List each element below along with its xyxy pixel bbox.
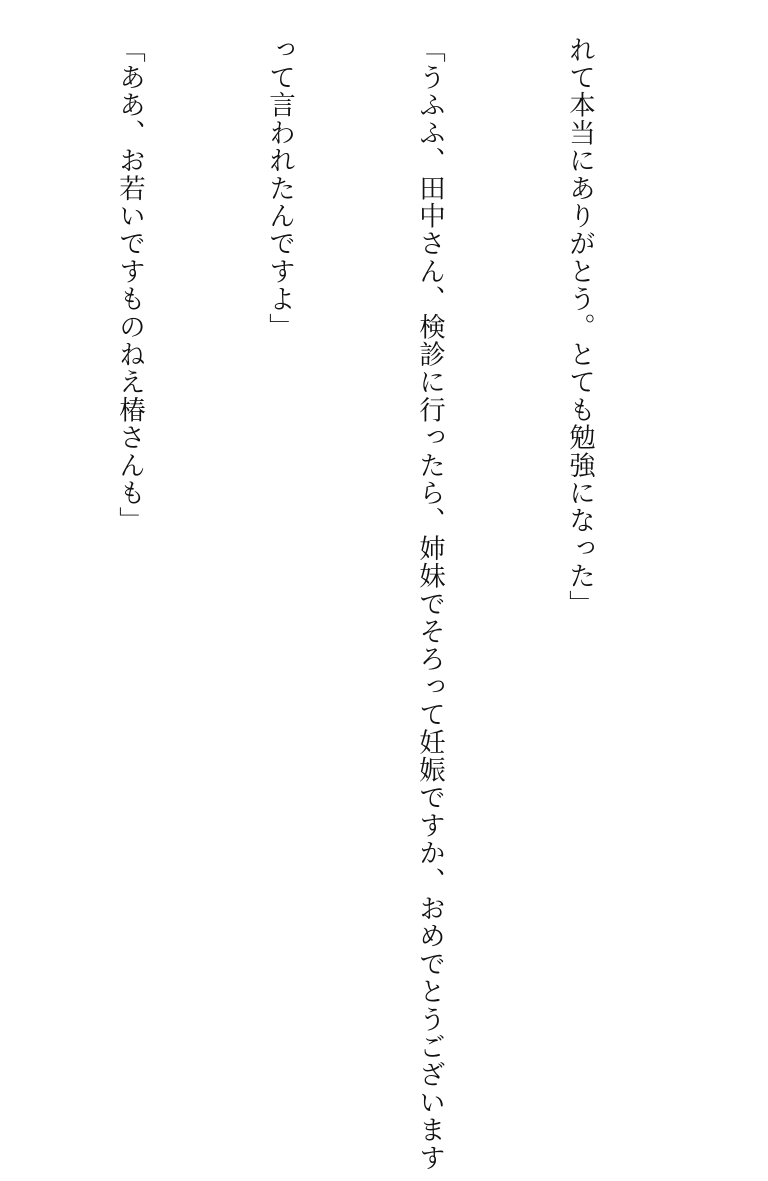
text-line [0, 36, 4, 1056]
text-line: れて本当にありがとう。とても勉強になった」 [564, 36, 595, 618]
text-line: 「ああ、お若いですものねえ椿さんも」 [114, 36, 145, 535]
vertical-text-body [0, 36, 704, 1172]
text-line: 「うふふ、田中さん、検診に行ったら、姉妹でそろって妊娠ですか、おめでとうございます [414, 36, 445, 1172]
text-line: って言われたんですよ」 [264, 36, 295, 341]
